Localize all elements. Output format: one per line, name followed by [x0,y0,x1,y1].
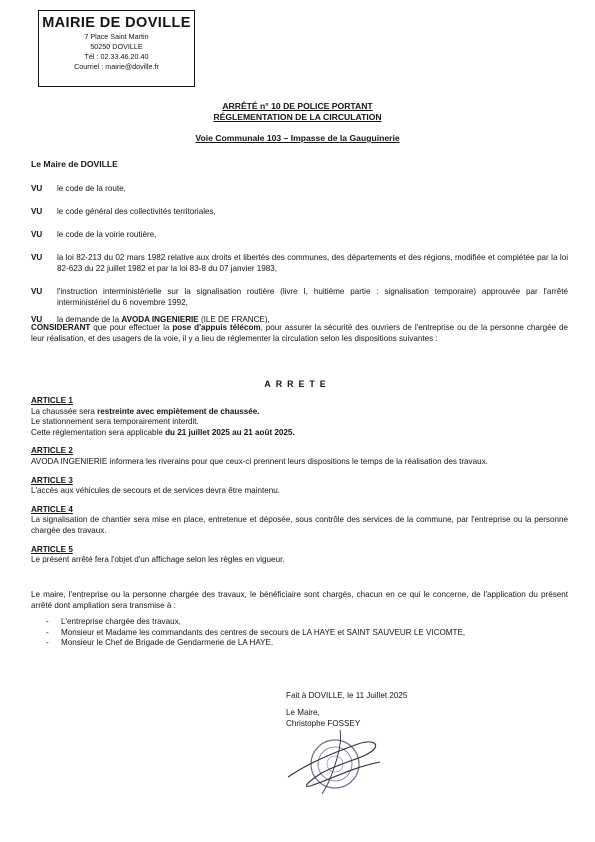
recipient-text: L'entreprise chargée des travaux, [61,617,181,626]
article-1-period-text: Cette réglementation sera applicable [31,427,166,437]
vu-item [31,183,568,194]
article-4-text: La signalisation de chantier sera mise en place, entretenue et déposée, sous contrôle des services de la commune, par l'entreprise ou la personne chargée des travaux. [31,515,568,535]
closing-paragraph: Le maire, l'entreprise ou la personne chargée des travaux, le bénéficiaire sont chargés, chacun en ce qui le concerne, de l'application du présent arrêté dont ampliation sera transmise à : [31,590,568,610]
article-1-bold: restreinte avec empiètement de chaussée. [97,406,260,416]
article-5-title: ARTICLE 5 [31,544,73,554]
considerant-text-1: que pour effectuer la [90,323,173,332]
vu-list [31,183,568,325]
article-1-period-dates: du 21 juillet 2025 au 21 août 2025. [165,427,295,437]
vu-demande-suffix: (ILE DE FRANCE), [198,315,270,324]
list-item [46,617,556,628]
vu-text: le code général des collectivités territoriales, [57,207,216,216]
arrete-heading: ARRETE [264,379,331,389]
list-item [46,628,556,639]
vu-demande-company: AVODA INGENIERIE [121,315,199,324]
vu-label: VU [31,207,43,216]
article-3-text: L'accès aux véhicules de secours et de services devra être maintenu. [31,486,280,496]
mairie-address-street: 7 Place Saint Martin [84,32,149,41]
considerant-paragraph [31,322,568,344]
article-1-title: ARTICLE 1 [31,396,73,405]
vu-label: VU [31,230,43,239]
considerant-label: CONSIDERANT [31,323,91,332]
vu-label: VU [31,287,43,296]
mairie-header-box [38,10,195,87]
vu-item [31,229,568,240]
article-2-title: ARTICLE 2 [31,446,73,456]
article-1 [31,396,568,438]
vu-demande-prefix: la demande de la [57,315,122,324]
article-5-text: Le présent arrêté fera l'objet d'un affichage selon les règles en vigueur. [31,555,285,565]
mairie-phone: Tél : 02.33.46.20.40 [84,52,149,61]
recipients-list [46,617,556,649]
vu-text: l'instruction interministérielle sur la signalisation routière (livre I, huitième partie : signalisation temporaire) approuvée par l'arrêté interministériel du 6 novembre 1992, [57,287,568,307]
recipient-text: Monsieur et Madame les commandants des centres de secours de LA HAYE et SAINT SAUVEUR LE VICOMTE, [61,627,466,637]
vu-label: VU [31,253,43,262]
mairie-name: MAIRIE DE DOVILLE [42,15,191,31]
vu-item [31,206,568,217]
signature-place-date: Fait à DOVILLE, le 11 Juillet 2025 [286,691,408,700]
signature-scribble [288,742,380,786]
article-5 [31,545,568,566]
article-3-title: ARTICLE 3 [31,475,73,485]
vu-item [31,252,568,274]
article-1-paragraph-3 [31,428,568,439]
article-4-title: ARTICLE 4 [31,504,73,514]
vu-text: le code de la voirie routière, [57,230,157,239]
arrete-subtitle: Voie Communale 103 – Impasse de la Gauguinerie [195,133,400,143]
mairie-email: Courriel : mairie@doville.fr [74,62,159,71]
vu-text: le code de la route, [57,184,126,193]
arrete-title-line-2: RÉGLEMENTATION DE LA CIRCULATION [213,112,382,122]
mairie-stamp-signature [280,722,390,802]
article-1-paragraph-1 [31,407,568,418]
articles-section [31,396,568,566]
list-item [46,638,556,649]
arrete-title-line-1: ARRÊTÉ n° 10 DE POLICE PORTANT [222,101,373,111]
signature-name: Christophe FOSSEY [286,719,361,728]
list-dash: - [46,627,49,637]
maire-line: Le Maire de DOVILLE [31,159,118,169]
recipient-text: Monsieur le Chef de Brigade de Gendarmerie de LA HAYE. [61,638,274,648]
signature-role: Le Maire, [286,708,320,717]
article-1-text: La chaussée sera [31,406,98,416]
arrete-title-block [0,101,595,144]
list-dash: - [46,638,49,648]
article-2-text: AVODA INGENIERIE informera les riverains pour que ceux-ci prennent leurs dispositions le temps de la réalisation des travaux. [31,456,488,466]
mairie-address-city: 50250 DOVILLE [90,42,143,51]
considerant-bold-1: pose d'appuis télécom [172,323,261,332]
considerant-text-2: , pour assurer la sécurité des ouvriers de l'entreprise ou de la personne chargée de leur réalisation, et des usagers de la voie, il y a lieu de réglementer la circulation selon les dispositions suivantes : [31,323,568,343]
article-3 [31,476,568,497]
vu-item [31,286,568,308]
article-2 [31,446,568,467]
vu-label: VU [31,184,43,193]
article-1-paragraph-2: Le stationnement sera temporairement interdit. [31,417,199,427]
vu-text: la loi 82-213 du 02 mars 1982 relative aux droits et libertés des communes, des départements et des régions, modifiée et complétée par la loi 82-623 du 22 juillet 1982 et par la loi 83-8 du 07 janvier 1983, [57,253,568,273]
article-4 [31,505,568,537]
list-dash: - [46,617,49,626]
vu-label: VU [31,315,43,324]
